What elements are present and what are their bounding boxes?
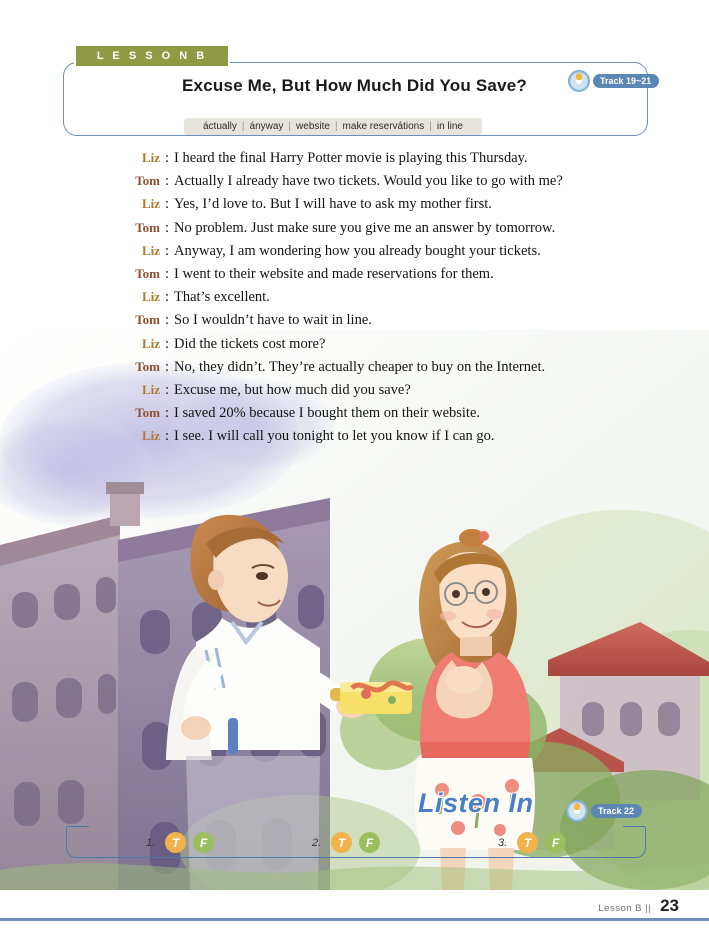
dialogue-line	[120, 382, 660, 405]
tf-true-option-1[interactable]: T	[165, 832, 186, 853]
dialogue-text: No problem. Just make sure you give me an answer by tomorrow.	[174, 219, 556, 236]
lesson-tab: L E S S O N B	[76, 46, 228, 66]
dialogue-text: I went to their website and made reservations for them.	[174, 265, 494, 282]
dialogue-colon: :	[164, 405, 170, 422]
dialogue-colon: :	[164, 196, 170, 213]
audio-track-badge-listen[interactable]	[566, 800, 642, 822]
tf-question-1	[146, 832, 214, 853]
dialogue-text: Did the tickets cost more?	[174, 335, 326, 352]
dialogue-text: That’s excellent.	[174, 289, 270, 306]
dialogue-line	[120, 173, 660, 196]
vocab-separator: |	[241, 121, 245, 132]
page-title: Excuse Me, But How Much Did You Save?	[182, 76, 527, 95]
track-label-listen: Track 22	[591, 804, 642, 818]
dialogue-list	[120, 150, 660, 451]
dialogue-colon: :	[164, 150, 170, 166]
vocab-word-1: ányway	[249, 121, 284, 132]
dialogue-text: I see. I will call you tonight to let you know if I can go.	[174, 428, 495, 445]
footer-label: Lesson B ||	[598, 903, 652, 914]
dialogue-line	[120, 220, 660, 243]
tf-true-option-3[interactable]: T	[517, 832, 538, 853]
dialogue-speaker: Liz	[141, 242, 160, 258]
dialogue-speaker: Tom	[135, 219, 160, 235]
page-number: 23	[660, 896, 679, 915]
audio-track-badge-top[interactable]	[568, 70, 659, 92]
dialogue-line	[120, 196, 660, 219]
dialogue-colon: :	[164, 173, 170, 190]
tf-question-2	[312, 832, 380, 853]
dialogue-text: Yes, I’d love to. But I will have to ask my mother first.	[174, 196, 492, 213]
dialogue-text: I saved 20% because I bought them on their website.	[174, 405, 481, 422]
vocab-word-4: in line	[436, 121, 463, 132]
dialogue-line	[120, 243, 660, 266]
dialogue-speaker: Tom	[135, 173, 160, 189]
dialogue-colon: :	[164, 312, 170, 329]
dialogue-speaker: Tom	[135, 265, 160, 281]
dialogue-speaker: Tom	[135, 405, 160, 421]
tf-number-2: 2.	[312, 836, 322, 849]
vocab-separator: |	[334, 121, 338, 132]
vocab-word-3: make reservátions	[342, 121, 425, 132]
dialogue-speaker: Tom	[135, 358, 160, 374]
bottom-rule	[0, 918, 709, 921]
dialogue-colon: :	[164, 265, 170, 282]
dialogue-line	[120, 428, 660, 451]
tf-question-3	[498, 832, 566, 853]
dialogue-colon: :	[164, 335, 170, 352]
vocab-word-2: website	[296, 121, 330, 132]
dialogue-text: Actually I already have two tickets. Would you like to go with me?	[174, 173, 563, 190]
tf-false-option-2[interactable]: F	[359, 832, 380, 853]
dialogue-colon: :	[164, 381, 170, 398]
page-footer	[598, 896, 679, 916]
dialogue-text: Excuse me, but how much did you save?	[174, 381, 411, 398]
listen-in-heading: Listen In	[418, 788, 534, 818]
dialogue-text: I heard the final Harry Potter movie is playing this Thursday.	[174, 150, 528, 166]
tf-false-option-1[interactable]: F	[193, 832, 214, 853]
dialogue-speaker: Liz	[141, 150, 160, 165]
dialogue-line	[120, 405, 660, 428]
tf-false-option-3[interactable]: F	[545, 832, 566, 853]
dialogue-line	[120, 359, 660, 382]
dialogue-text: No, they didn’t. They’re actually cheaper to buy on the Internet.	[174, 358, 546, 375]
dialogue-colon: :	[164, 219, 170, 236]
dialogue-line	[120, 266, 660, 289]
vocab-word-0: áctually	[203, 121, 237, 132]
dialogue-line	[120, 312, 660, 335]
dialogue-text: Anyway, I am wondering how you already bought your tickets.	[174, 242, 541, 259]
vocab-separator: |	[288, 121, 292, 132]
dialogue-colon: :	[164, 242, 170, 259]
dialogue-speaker: Liz	[141, 428, 160, 444]
dialogue-speaker: Liz	[141, 289, 160, 305]
vocabulary-strip	[184, 118, 482, 135]
vocab-separator: |	[429, 121, 432, 132]
tf-number-1: 1.	[146, 836, 156, 849]
dialogue-colon: :	[164, 289, 170, 306]
track-label-top: Track 19~21	[593, 74, 659, 88]
dialogue-speaker: Liz	[141, 196, 160, 212]
dialogue-line	[120, 289, 660, 312]
dialogue-colon: :	[164, 428, 170, 445]
dialogue-speaker: Liz	[141, 335, 160, 351]
cd-icon	[566, 800, 588, 822]
dialogue-colon: :	[164, 358, 170, 375]
dialogue-line	[120, 150, 660, 173]
cd-icon	[568, 70, 590, 92]
dialogue-speaker: Liz	[141, 381, 160, 397]
tf-true-option-2[interactable]: T	[331, 832, 352, 853]
dialogue-text: So I wouldn’t have to wait in line.	[174, 312, 372, 329]
dialogue-line	[120, 336, 660, 359]
tf-number-3: 3.	[498, 836, 508, 849]
dialogue-speaker: Tom	[135, 312, 160, 328]
